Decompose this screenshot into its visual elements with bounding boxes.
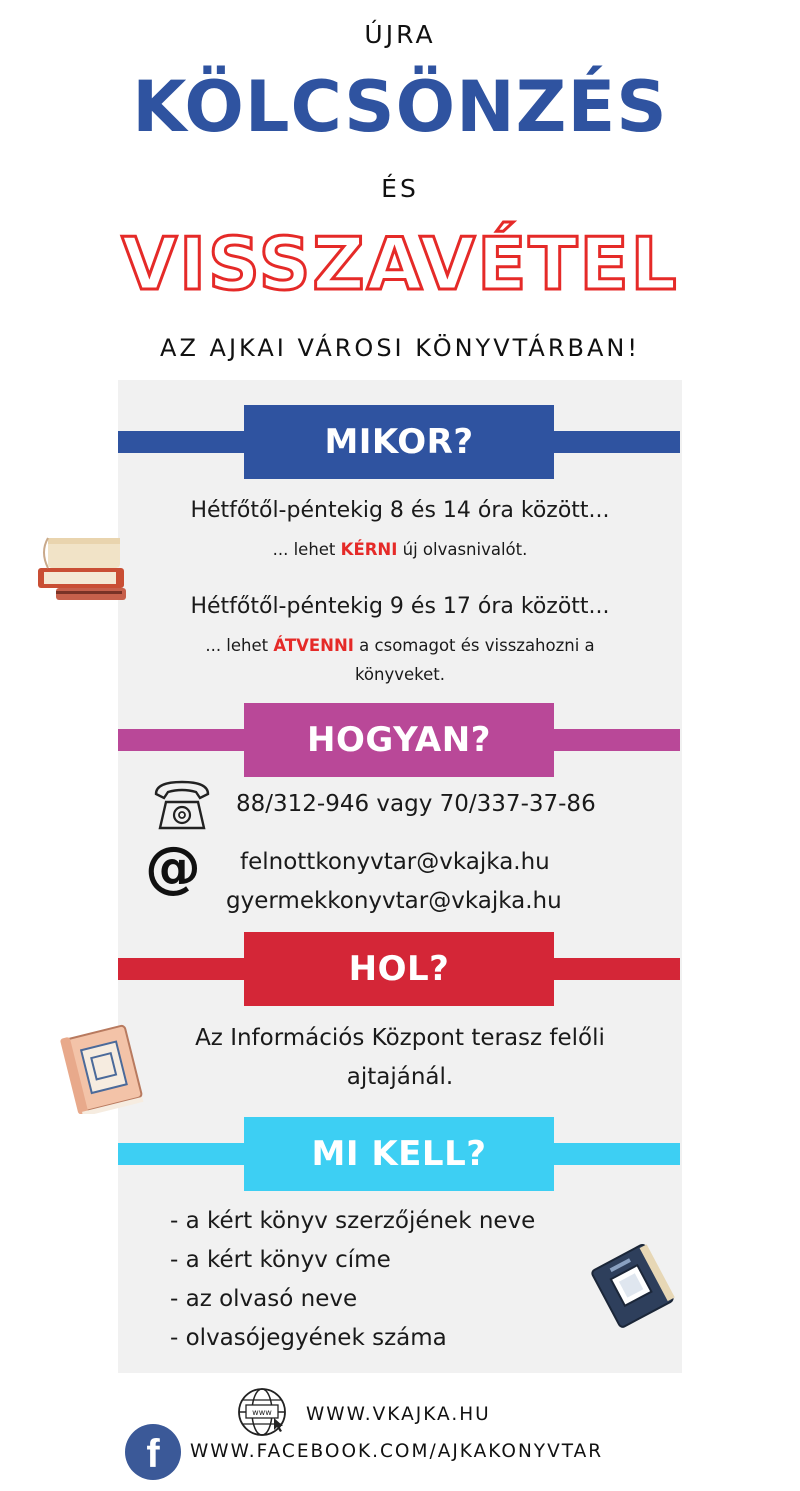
email-adult[interactable]: felnottkonyvtar@vkajka.hu (240, 849, 550, 875)
title-main: KÖLCSÖNZÉS (132, 66, 668, 148)
needs-heading: MI KELL? (244, 1117, 554, 1191)
when-line2-sub-hl: ÁTVENNI (273, 636, 354, 655)
subtitle: AZ AJKAI VÁROSI KÖNYVTÁRBAN! (160, 334, 640, 362)
globe-icon (236, 1386, 288, 1438)
when-heading: MIKOR? (244, 405, 554, 479)
how-heading: HOGYAN? (244, 703, 554, 777)
when-line1-sub-hl: KÉRNI (340, 540, 398, 559)
needs-item: - a kért könyv szerzőjének neve (170, 1208, 536, 1234)
dark-book-icon (584, 1240, 680, 1330)
when-line2-sub-cont: könyveket. (354, 665, 446, 684)
when-line1-sub-pre: ... lehet (272, 540, 341, 559)
where-line1: Az Információs Központ terasz felőli (195, 1025, 605, 1051)
facebook-link[interactable]: WWW.FACEBOOK.COM/AJKAKONYVTAR (190, 1441, 604, 1462)
website-link[interactable]: WWW.VKAJKA.HU (306, 1404, 491, 1425)
when-line2: Hétfőtől-péntekig 9 és 17 óra között... (190, 594, 610, 619)
book-stack-icon (34, 532, 130, 604)
conjunction-text: ÉS (381, 174, 419, 203)
where-heading: HOL? (244, 932, 554, 1006)
kicker-text: ÚJRA (364, 20, 436, 49)
facebook-icon: f (125, 1424, 181, 1480)
telephone-icon (150, 778, 214, 834)
when-line2-sub-post: a csomagot és visszahozni a (353, 636, 595, 655)
when-line2-sub-pre: ... lehet (205, 636, 274, 655)
title-second: VISSZAVÉTEL (121, 222, 679, 306)
at-sign-icon: @ (145, 835, 201, 900)
when-line2-sub (0, 633, 800, 659)
needs-item: - a kért könyv címe (170, 1247, 391, 1273)
needs-item: - olvasójegyének száma (170, 1325, 447, 1351)
email-children[interactable]: gyermekkonyvtar@vkajka.hu (226, 888, 562, 914)
needs-item: - az olvasó neve (170, 1286, 358, 1312)
where-line2: ajtajánál. (346, 1064, 454, 1090)
phone-numbers: 88/312-946 vagy 70/337-37-86 (236, 791, 596, 817)
when-line1: Hétfőtől-péntekig 8 és 14 óra között... (190, 498, 610, 523)
when-line1-sub-post: új olvasnivalót. (397, 540, 528, 559)
globe-label: www (252, 1408, 272, 1417)
